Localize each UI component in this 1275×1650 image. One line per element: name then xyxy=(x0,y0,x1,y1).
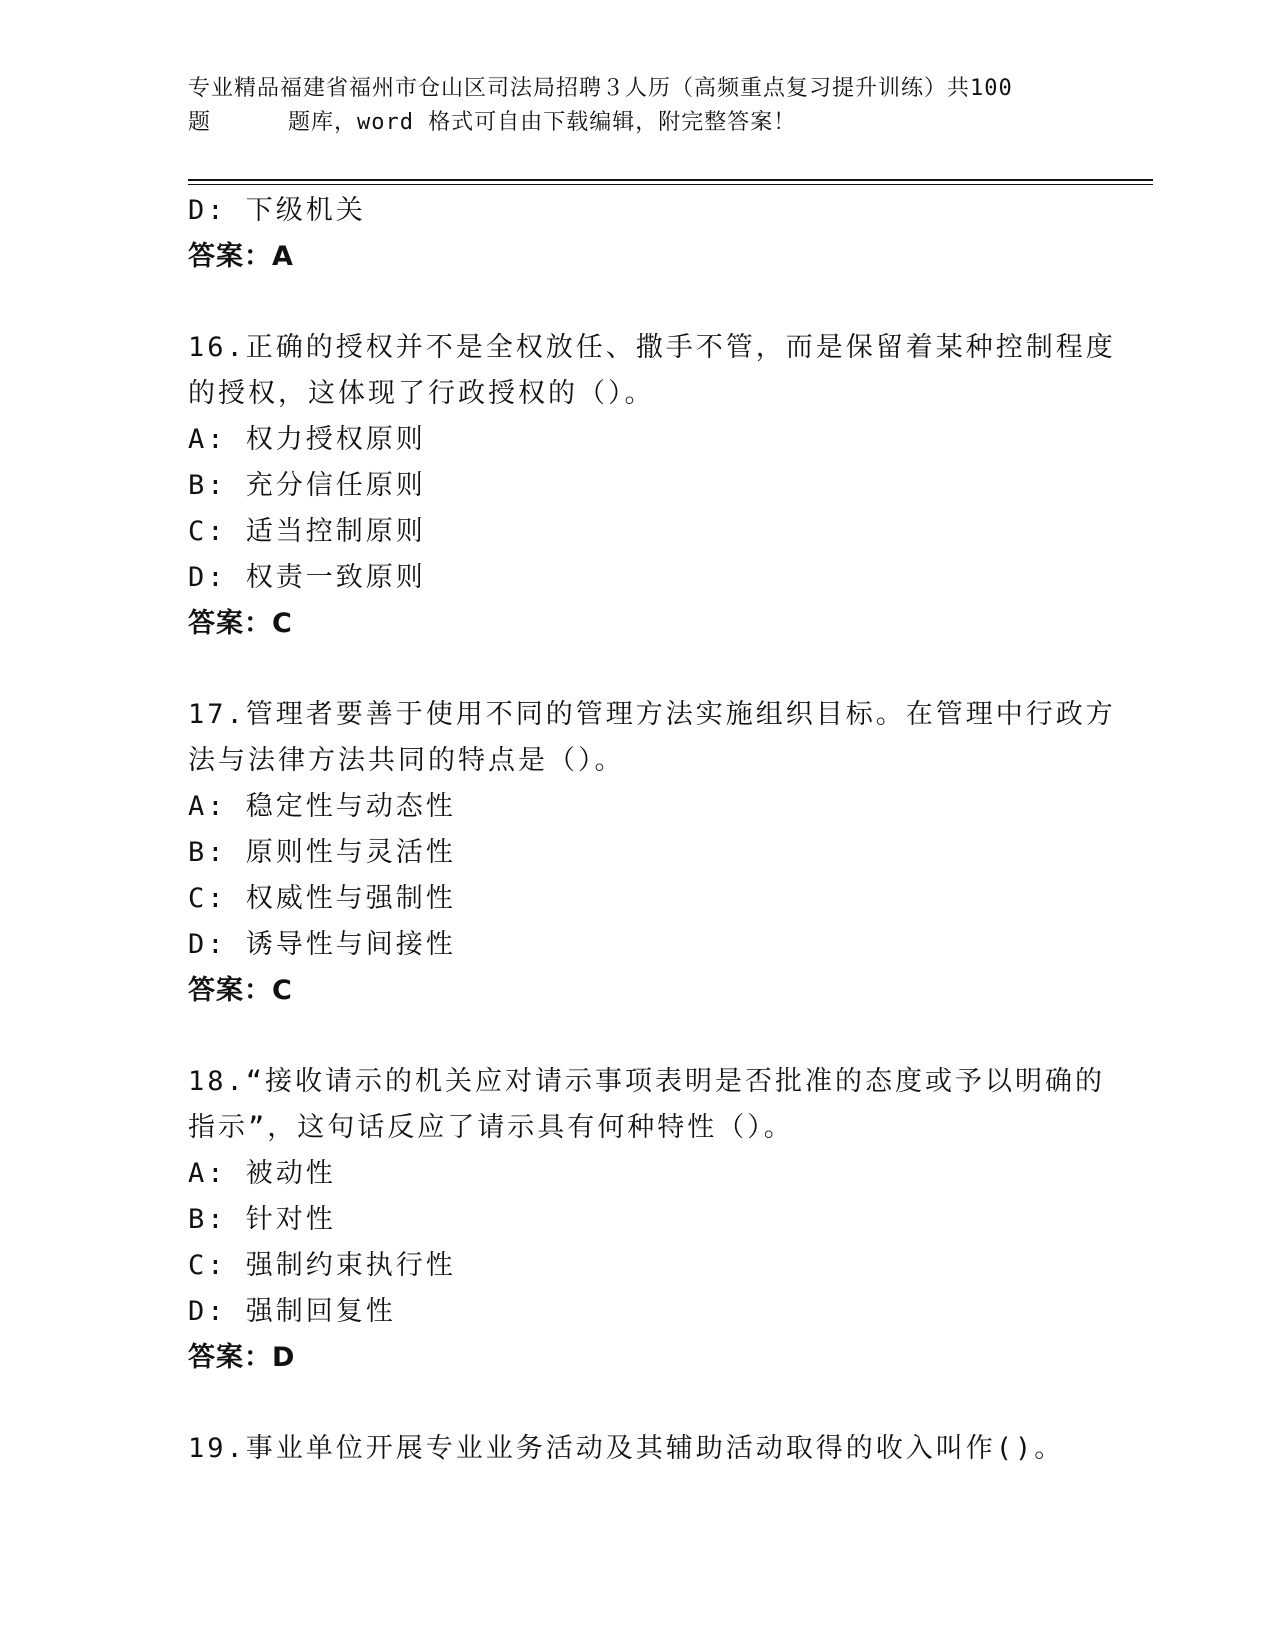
question-stem-line: 法与法律方法共同的特点是（）。 xyxy=(188,745,625,776)
option-a: A: 被动性 xyxy=(188,1158,336,1189)
option-d: D: 权责一致原则 xyxy=(188,562,426,593)
answer-label: 答案：C xyxy=(188,608,293,639)
question-stem-line: 17.管理者要善于使用不同的管理方法实施组织目标。在管理中行政方 xyxy=(188,699,1116,730)
answer-label: 答案：A xyxy=(188,241,294,272)
header-title-line2-left: 题 xyxy=(188,110,212,135)
header-divider-thick xyxy=(188,179,1153,181)
header-divider-thin xyxy=(188,184,1153,185)
question-stem-line: 16.正确的授权并不是全权放任、撒手不管，而是保留着某种控制程度 xyxy=(188,332,1116,363)
option-d: D: 诱导性与间接性 xyxy=(188,929,456,960)
question-15-tail xyxy=(188,188,1088,280)
document-header xyxy=(188,72,1088,140)
option-b: B: 充分信任原则 xyxy=(188,470,426,501)
header-title-line2-right: 题库，word 格式可自由下载编辑，附完整答案！ xyxy=(288,110,797,135)
option-c: C: 权威性与强制性 xyxy=(188,883,456,914)
option-c: C: 强制约束执行性 xyxy=(188,1250,456,1281)
question-19 xyxy=(188,1426,1088,1472)
option-d: D: 强制回复性 xyxy=(188,1296,396,1327)
question-17 xyxy=(188,692,1116,1014)
option-c: C: 适当控制原则 xyxy=(188,516,426,547)
question-18 xyxy=(188,1059,1106,1381)
option-a: A: 权力授权原则 xyxy=(188,424,426,455)
option-b: B: 针对性 xyxy=(188,1204,336,1235)
question-16 xyxy=(188,325,1116,647)
question-stem-line: 的授权，这体现了行政授权的（）。 xyxy=(188,378,655,409)
header-title-line1: 专业精品福建省福州市仓山区司法局招聘３人历（高频重点复习提升训练）共100 xyxy=(188,76,1013,101)
answer-label: 答案：C xyxy=(188,975,293,1006)
question-stem-line: 19.事业单位开展专业业务活动及其辅助活动取得的收入叫作()。 xyxy=(188,1433,1065,1464)
question-list xyxy=(188,188,1116,1472)
question-stem-line: 指示”，这句话反应了请示具有何种特性（）。 xyxy=(188,1112,794,1143)
option-b: B: 原则性与灵活性 xyxy=(188,837,456,868)
option-a: A: 稳定性与动态性 xyxy=(188,791,456,822)
question-stem-line: 18.“接收请示的机关应对请示事项表明是否批准的态度或予以明确的 xyxy=(188,1066,1106,1097)
header-title-line2 xyxy=(188,106,1088,140)
option-d: D: 下级机关 xyxy=(188,195,366,226)
answer-label: 答案：D xyxy=(188,1342,296,1373)
